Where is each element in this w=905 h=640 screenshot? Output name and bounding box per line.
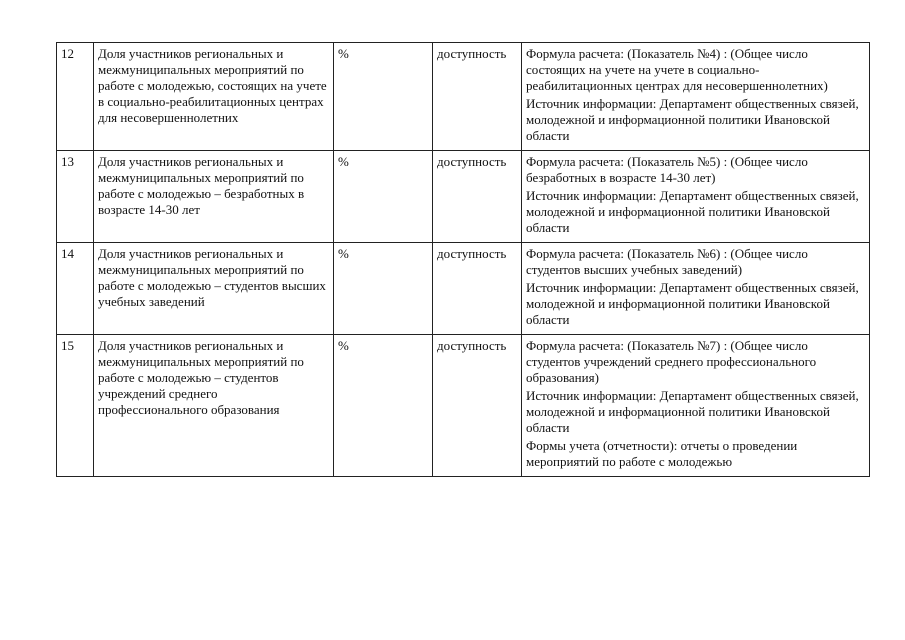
indicators-table xyxy=(56,42,870,477)
calculation-details xyxy=(522,335,870,477)
source-text: Источник информации: Департамент общественных связей, молодежной и информационной политики Ивановской области xyxy=(526,280,859,327)
reporting-forms-text: Формы учета (отчетности): отчеты о проведении мероприятий по работе с молодежью xyxy=(526,438,798,469)
formula-text: Формула расчета: (Показатель №5) : (Общее число безработных в возрасте 14-30 лет) xyxy=(526,154,808,185)
indicator-name: Доля участников региональных и межмуниципальных мероприятий по работе с молодежью – безработных в возрасте 14-30 лет xyxy=(94,151,334,243)
table-row xyxy=(57,151,870,243)
indicator-name: Доля участников региональных и межмуниципальных мероприятий по работе с молодежью, состоящих на учете в социально-реабилитационных центрах для несовершеннолетних xyxy=(94,43,334,151)
calculation-details xyxy=(522,151,870,243)
unit-of-measure: % xyxy=(334,151,433,243)
row-number: 12 xyxy=(57,43,94,151)
calculation-details xyxy=(522,43,870,151)
unit-of-measure: % xyxy=(334,243,433,335)
indicator-name: Доля участников региональных и межмуниципальных мероприятий по работе с молодежью – студентов высших учебных заведений xyxy=(94,243,334,335)
formula-text: Формула расчета: (Показатель №6) : (Общее число студентов высших учебных заведений) xyxy=(526,246,808,277)
indicator-type: доступность xyxy=(433,151,522,243)
indicator-name: Доля участников региональных и межмуниципальных мероприятий по работе с молодежью – студентов учреждений среднего профессионального образования xyxy=(94,335,334,477)
row-number: 15 xyxy=(57,335,94,477)
source-text: Источник информации: Департамент общественных связей, молодежной и информационной политики Ивановской области xyxy=(526,96,859,143)
unit-of-measure: % xyxy=(334,43,433,151)
table-row xyxy=(57,43,870,151)
formula-text: Формула расчета: (Показатель №4) : (Общее число состоящих на учете на учете в социально-реабилитационных центрах для несовершеннолетних) xyxy=(526,46,828,93)
unit-of-measure: % xyxy=(334,335,433,477)
calculation-details xyxy=(522,243,870,335)
table-row xyxy=(57,335,870,477)
indicator-type: доступность xyxy=(433,335,522,477)
indicator-type: доступность xyxy=(433,43,522,151)
indicator-type: доступность xyxy=(433,243,522,335)
row-number: 14 xyxy=(57,243,94,335)
row-number: 13 xyxy=(57,151,94,243)
table-row xyxy=(57,243,870,335)
source-text: Источник информации: Департамент общественных связей, молодежной и информационной политики Ивановской области xyxy=(526,388,859,435)
source-text: Источник информации: Департамент общественных связей, молодежной и информационной политики Ивановской области xyxy=(526,188,859,235)
formula-text: Формула расчета: (Показатель №7) : (Общее число студентов учреждений среднего профессионального образования) xyxy=(526,338,817,385)
